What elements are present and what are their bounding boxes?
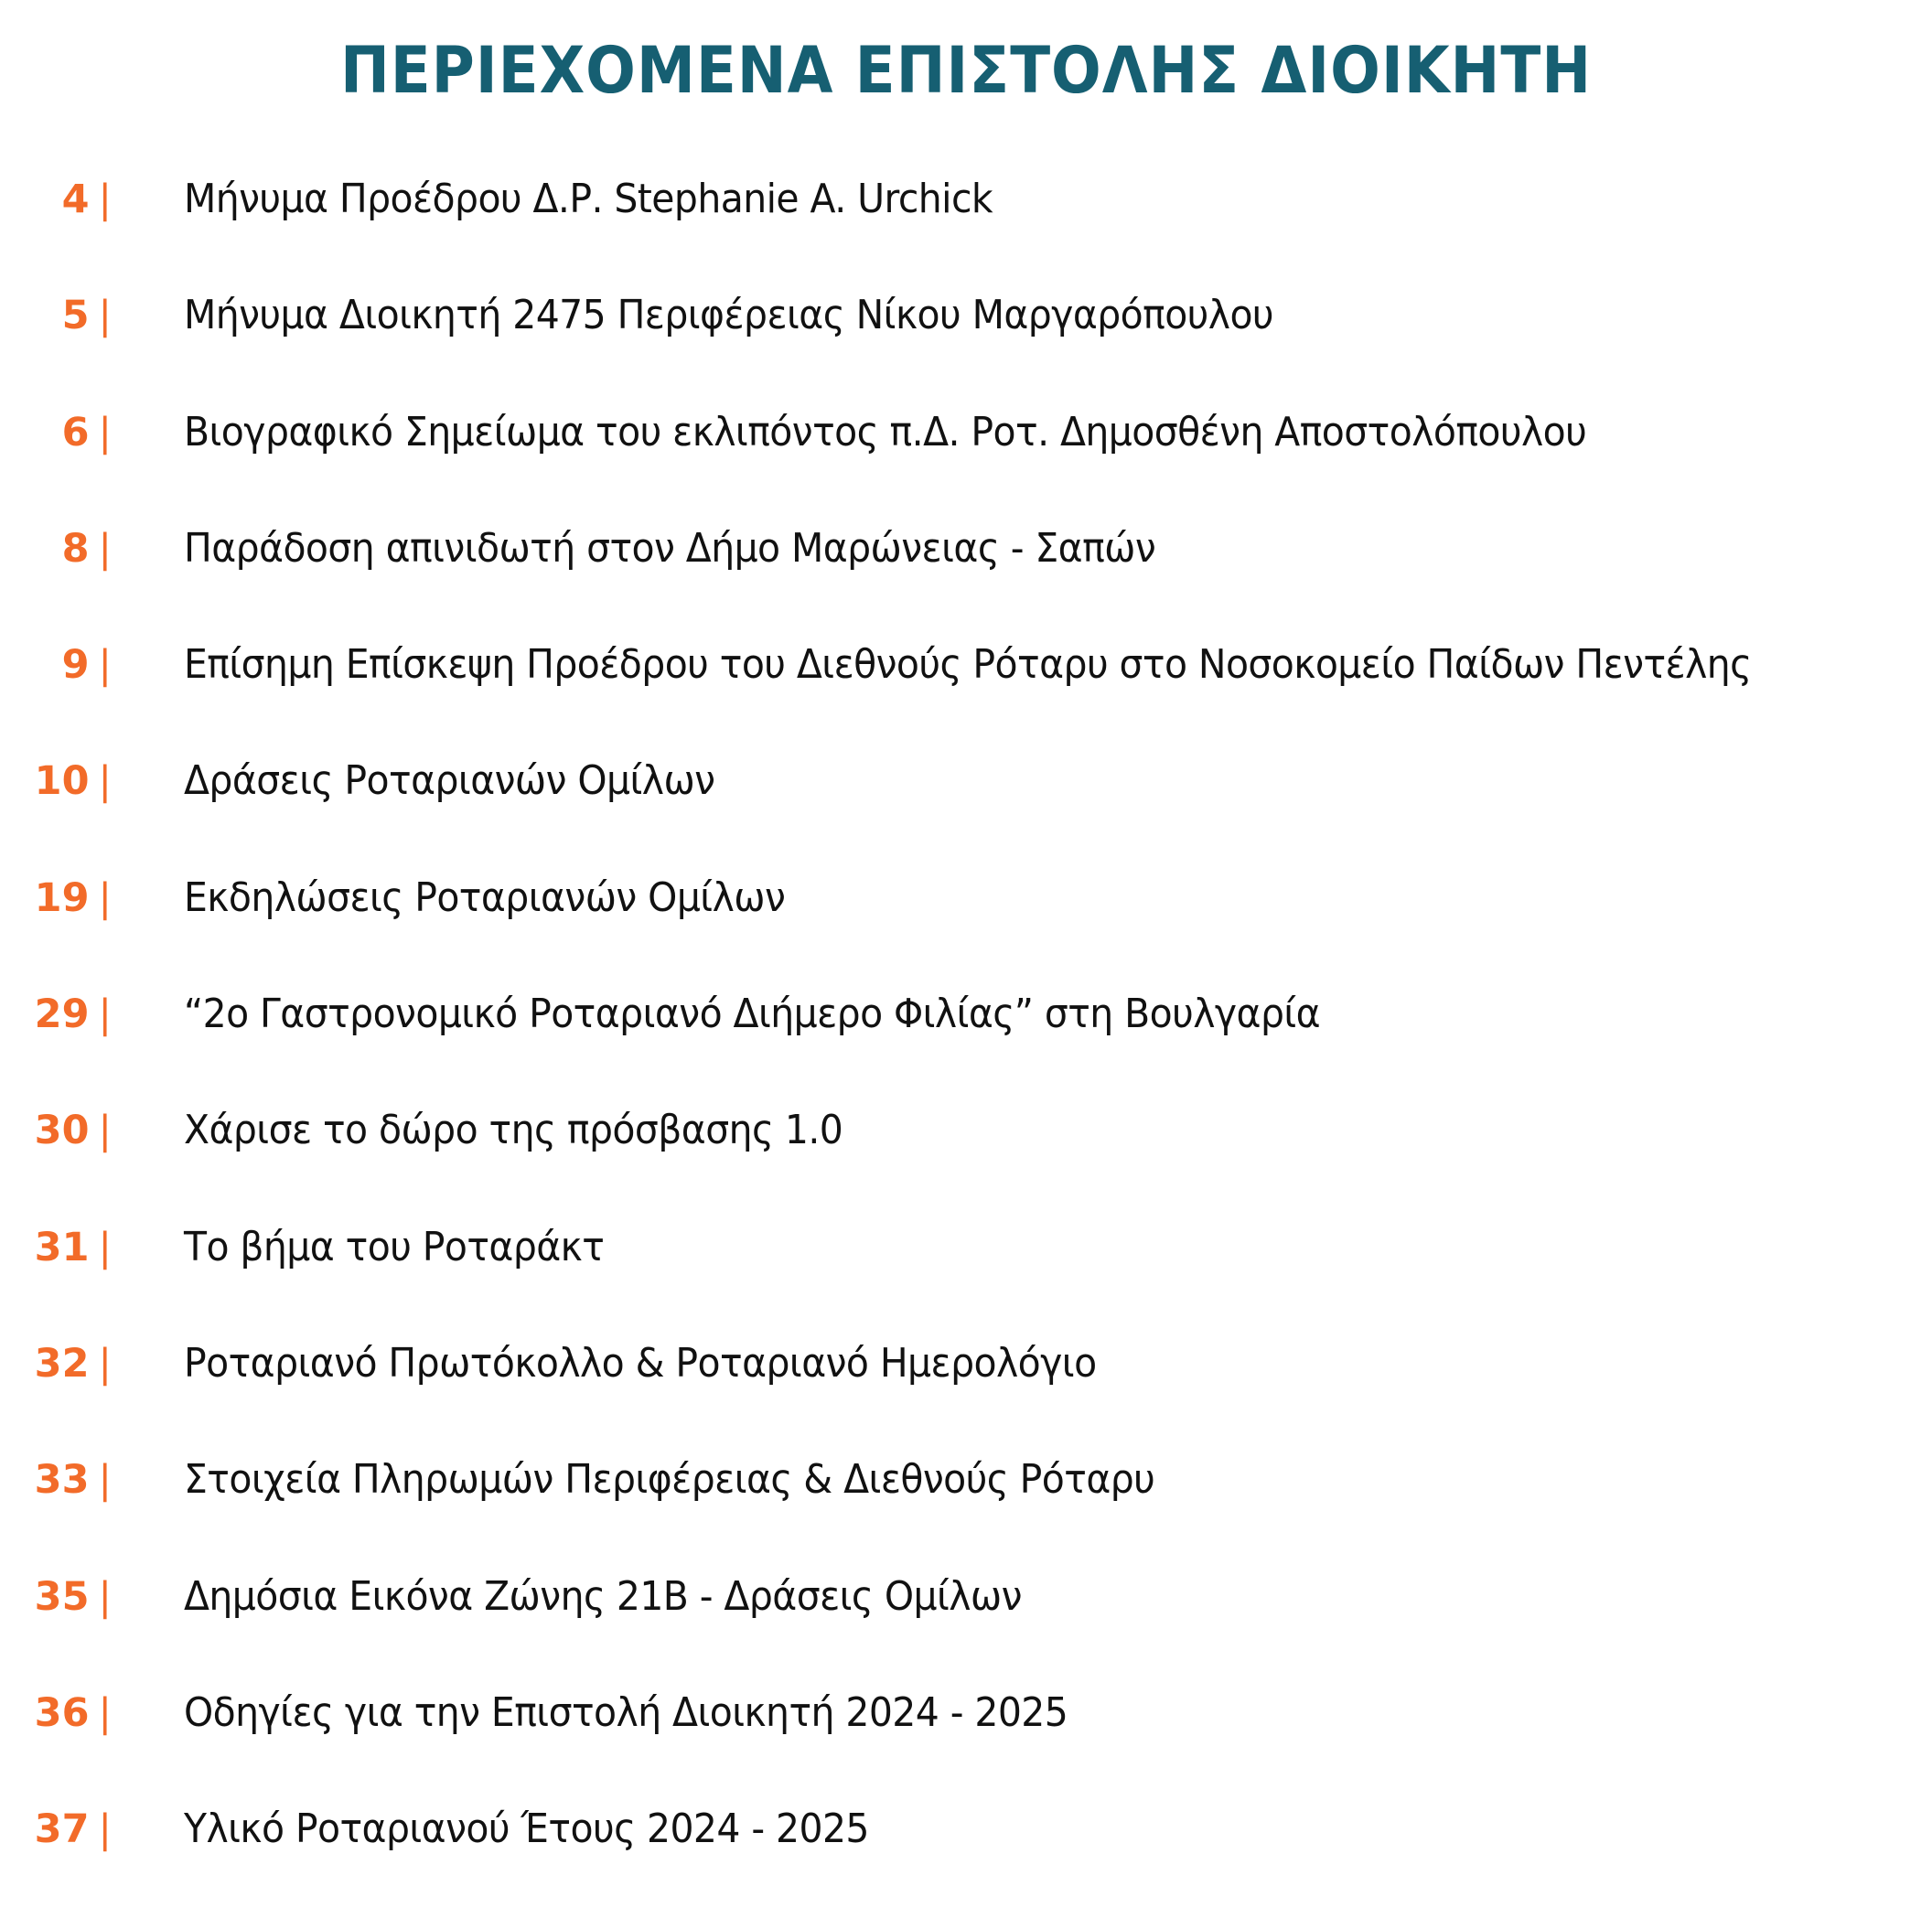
toc-entry[interactable]	[0, 1686, 1932, 1802]
toc-entry[interactable]	[0, 172, 1932, 288]
entry-title: Παράδοση απινιδωτή στον Δήμο Μαρώνειας - Σαπών	[184, 524, 1156, 572]
page-number-value: 35	[34, 1573, 90, 1620]
page-number-value: 10	[34, 758, 90, 805]
toc-entry[interactable]	[0, 871, 1932, 987]
entry-title: Βιογραφικό Σημείωμα του εκλιπόντος π.Δ. Ροτ. Δημοσθένη Αποστολόπουλου	[184, 408, 1587, 455]
toc-entry[interactable]	[0, 1336, 1932, 1452]
entry-title: Επίσημη Επίσκεψη Προέδρου του Διεθνούς Ρόταρυ στο Νοσοκομείο Παίδων Πεντέλης	[184, 641, 1752, 689]
toc-entry[interactable]	[0, 638, 1932, 754]
entry-title: Δημόσια Εικόνα Ζώνης 21Β - Δράσεις Ομίλων	[184, 1572, 1022, 1620]
page-number-value: 33	[34, 1457, 90, 1504]
page-number	[0, 1220, 112, 1275]
page-number-value: 32	[34, 1340, 90, 1387]
entry-title: Μήνυμα Διοικητή 2475 Περιφέρειας Νίκου Μαργαρόπουλου	[184, 292, 1274, 339]
toc-entry[interactable]	[0, 1570, 1932, 1686]
toc-entry[interactable]	[0, 987, 1932, 1103]
entry-title: Ροταριανό Πρωτόκολλο & Ροταριανό Ημερολόγιο	[184, 1339, 1097, 1387]
separator: |	[98, 1806, 112, 1853]
separator: |	[98, 874, 112, 921]
toc-entry[interactable]	[0, 754, 1932, 870]
toc-entry[interactable]	[0, 1452, 1932, 1569]
toc-entry[interactable]	[0, 521, 1932, 638]
toc-entry[interactable]	[0, 1220, 1932, 1336]
page-number	[0, 754, 112, 809]
toc-entry[interactable]	[0, 288, 1932, 404]
separator: |	[98, 409, 112, 455]
separator: |	[98, 1573, 112, 1620]
page-number	[0, 172, 112, 227]
page-number	[0, 1103, 112, 1158]
page-number	[0, 405, 112, 460]
entry-title: Στοιχεία Πληρωμών Περιφέρειας & Διεθνούς Ρόταρυ	[184, 1456, 1155, 1504]
page-number-value: 6	[61, 409, 90, 455]
entry-title: Χάρισε το δώρο της πρόσβασης 1.0	[184, 1107, 843, 1154]
separator: |	[98, 1224, 112, 1270]
entry-title: Το βήμα του Ροταράκτ	[184, 1223, 605, 1270]
page-number	[0, 521, 112, 576]
separator: |	[98, 1108, 112, 1154]
page-number	[0, 987, 112, 1042]
page-number	[0, 871, 112, 926]
page-number-value: 8	[61, 525, 90, 572]
table-of-contents	[0, 172, 1932, 1918]
toc-entry[interactable]	[0, 1802, 1932, 1918]
page-number-value: 36	[34, 1689, 90, 1736]
toc-entry[interactable]	[0, 1103, 1932, 1219]
separator: |	[98, 293, 112, 339]
page-number	[0, 1802, 112, 1857]
page-number-value: 31	[34, 1224, 90, 1270]
separator: |	[98, 177, 112, 222]
toc-entry[interactable]	[0, 405, 1932, 521]
page-title: ΠΕΡΙΕΧΟΜΕΝΑ ΕΠΙΣΤΟΛΗΣ ΔΙΟΙΚΗΤΗ	[339, 33, 1593, 108]
entry-title: Δράσεις Ροταριανών Ομίλων	[184, 757, 715, 805]
separator: |	[98, 1689, 112, 1736]
entry-title: Εκδηλώσεις Ροταριανών Ομίλων	[184, 873, 786, 921]
separator: |	[98, 642, 112, 689]
page-number-value: 5	[61, 293, 90, 339]
separator: |	[98, 525, 112, 572]
page-number-value: 37	[34, 1806, 90, 1853]
separator: |	[98, 991, 112, 1038]
page-number	[0, 1570, 112, 1624]
separator: |	[98, 1457, 112, 1504]
page-number	[0, 288, 112, 343]
page-number	[0, 1452, 112, 1507]
page-number	[0, 1686, 112, 1741]
page-number-value: 4	[61, 177, 90, 222]
page-number-value: 29	[34, 991, 90, 1038]
page-number-value: 19	[34, 874, 90, 921]
page-number	[0, 1336, 112, 1391]
entry-title: Μήνυμα Προέδρου Δ.Ρ. Stephanie A. Urchick	[184, 176, 993, 222]
page-number-value: 30	[34, 1108, 90, 1154]
entry-title: Υλικό Ροταριανού Έτους 2024 - 2025	[184, 1805, 869, 1853]
separator: |	[98, 1340, 112, 1387]
entry-title: “2ο Γαστρονομικό Ροταριανό Διήμερο Φιλίας” στη Βουλγαρία	[184, 991, 1321, 1038]
entry-title: Οδηγίες για την Επιστολή Διοικητή 2024 - 2025	[184, 1688, 1068, 1736]
page-number	[0, 638, 112, 692]
separator: |	[98, 758, 112, 805]
page-number-value: 9	[61, 642, 90, 689]
